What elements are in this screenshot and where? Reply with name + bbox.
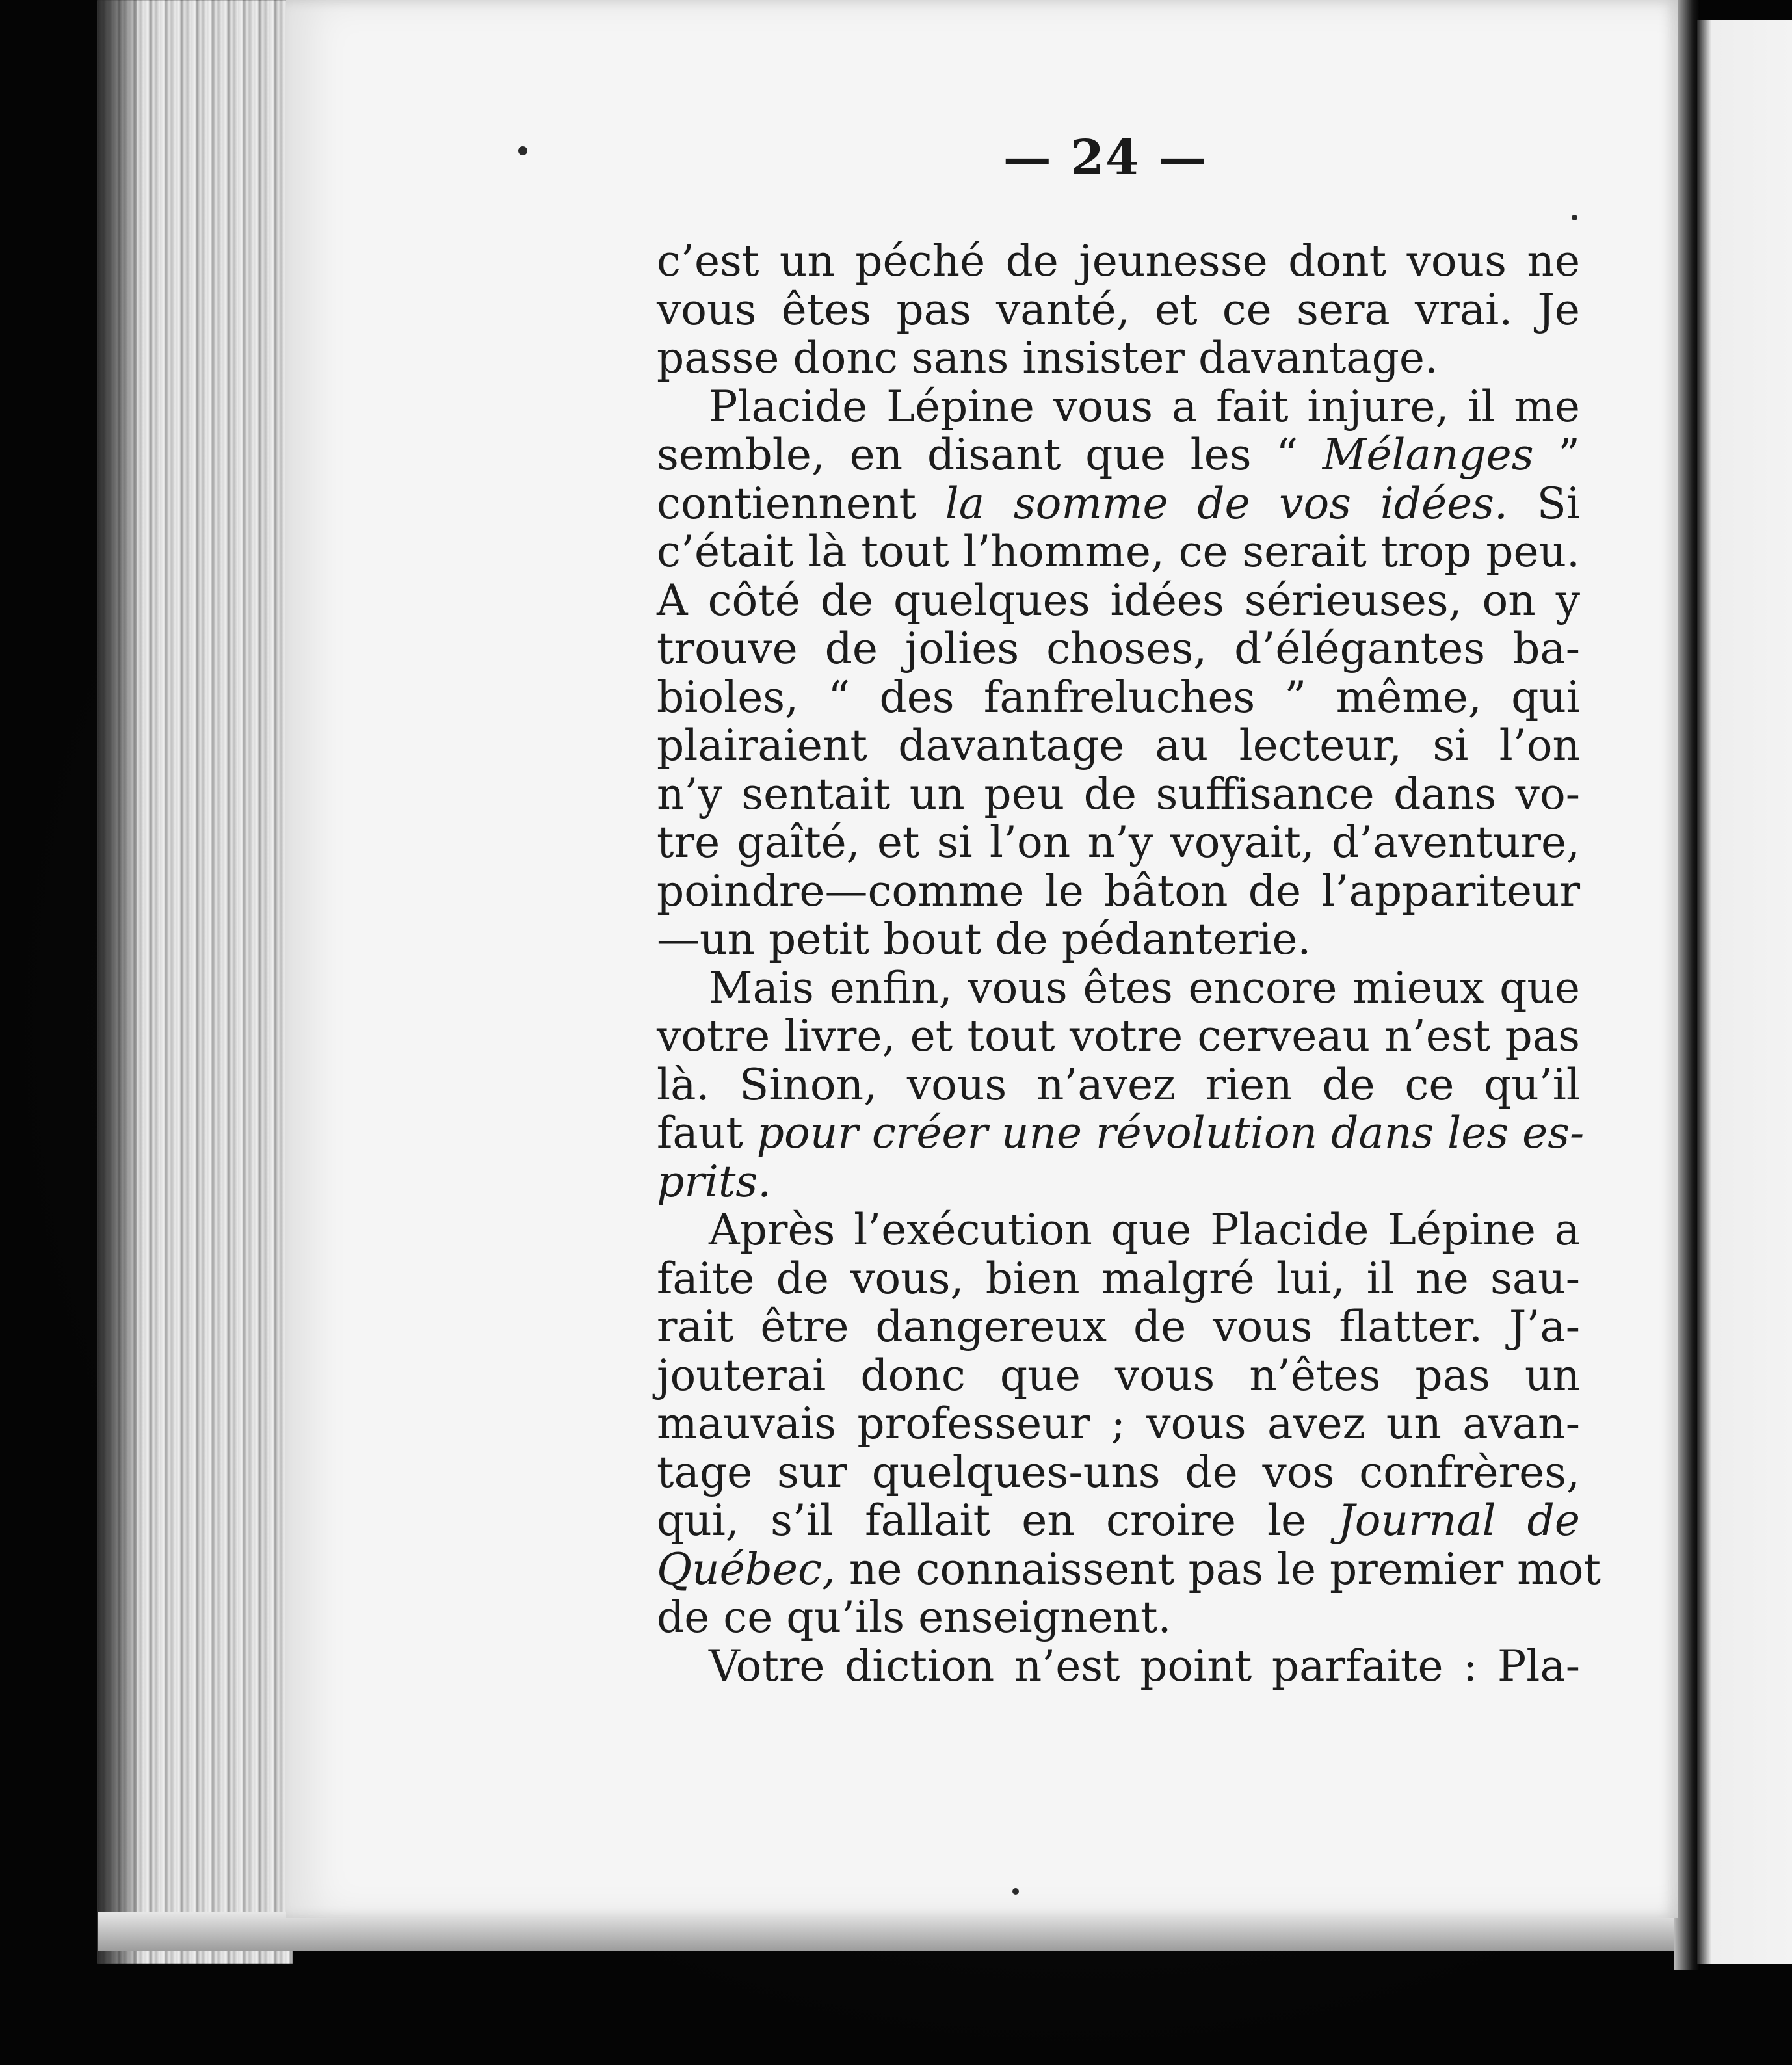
- text-line: [657, 770, 1580, 819]
- text-run: faite de vous, bien malgré lui, il ne sau-: [657, 1253, 1580, 1304]
- text-run: contiennent: [657, 478, 945, 529]
- text-line: [657, 722, 1580, 770]
- text-run: passe donc sans insister davantage.: [657, 333, 1438, 383]
- text-line: [657, 867, 1580, 916]
- text-run: —un petit bout de pédanterie.: [657, 914, 1311, 964]
- ink-speck: [1012, 1888, 1019, 1895]
- text-line: [657, 819, 1580, 867]
- text-line: [657, 1352, 1580, 1401]
- text-run: Si: [1508, 478, 1580, 529]
- text-run: ”: [1533, 430, 1580, 480]
- text-run: trouve de jolies choses, d’élégantes ba-: [657, 624, 1580, 674]
- ink-speck: [1572, 215, 1577, 220]
- text-line: [657, 1303, 1580, 1352]
- text-line: [657, 383, 1580, 432]
- text-run: là. Sinon, vous n’avez rien de ce qu’il: [657, 1059, 1580, 1110]
- italic-text: pour créer une révolution dans les es-: [756, 1108, 1585, 1158]
- text-run: c’était là tout l’homme, ce serait trop peu.: [657, 527, 1580, 577]
- text-run: bioles, “ des fanfreluches ” même, qui: [657, 672, 1580, 722]
- page-edges-shadow: [98, 0, 137, 1964]
- text-line: [657, 1642, 1580, 1691]
- text-run: Votre diction n’est point parfaite : Pla-: [709, 1640, 1580, 1691]
- text-run: semble, en disant que les “: [657, 430, 1323, 480]
- facing-page-strip: [1697, 20, 1792, 1964]
- text-line: [657, 1497, 1580, 1545]
- text-line: [657, 1594, 1580, 1642]
- book-binding: [1674, 0, 1700, 1970]
- text-line: [657, 1400, 1580, 1449]
- text-run: qui, s’il fallait en croire le: [657, 1495, 1338, 1545]
- text-line: [657, 1012, 1580, 1061]
- text-line: [657, 334, 1580, 383]
- page-number: — 24 —: [1003, 130, 1208, 186]
- italic-text: la somme de vos idées.: [945, 478, 1509, 529]
- text-line: [657, 1061, 1580, 1110]
- text-line: [657, 577, 1580, 625]
- text-line: [657, 528, 1580, 577]
- text-run: rait être dangereux de vous flatter. J’a-: [657, 1302, 1580, 1352]
- text-run: votre livre, et tout votre cerveau n’est pas: [657, 1011, 1580, 1061]
- italic-text: prits.: [657, 1156, 772, 1207]
- text-run: ne connaissent pas le premier mot: [835, 1544, 1601, 1594]
- text-line: [657, 1158, 1580, 1207]
- text-run: tre gaîté, et si l’on n’y voyait, d’aventure,: [657, 817, 1580, 867]
- text-run: Mais enfin, vous êtes encore mieux que: [709, 962, 1580, 1013]
- text-run: faut: [657, 1108, 757, 1158]
- text-run: de ce qu’ils enseignent.: [657, 1592, 1172, 1642]
- text-run: mauvais professeur ; vous avez un avan-: [657, 1399, 1580, 1449]
- text-run: tage sur quelques-uns de vos confrères,: [657, 1447, 1580, 1497]
- text-line: [657, 625, 1580, 674]
- text-line: [657, 1206, 1580, 1255]
- text-line: [657, 286, 1580, 335]
- italic-text: Québec,: [657, 1544, 836, 1594]
- italic-text: Mélanges: [1322, 430, 1534, 480]
- text-run: plairaient davantage au lecteur, si l’on: [657, 720, 1580, 770]
- text-line: [657, 915, 1580, 964]
- page-text-body: [657, 236, 1601, 1691]
- text-run: vous êtes pas vanté, et ce sera vrai. Je: [657, 284, 1580, 335]
- italic-text: Journal de: [1337, 1495, 1580, 1545]
- text-run: n’y sentait un peu de suffisance dans vo-: [657, 769, 1580, 819]
- text-line: [657, 1255, 1580, 1304]
- ink-speck: [518, 146, 527, 155]
- text-line: [657, 1544, 1601, 1594]
- text-run: Placide Lépine vous a fait injure, il me: [709, 381, 1580, 432]
- text-line: [657, 1108, 1585, 1158]
- text-line: [657, 480, 1580, 529]
- text-run: c’est un péché de jeunesse dont vous ne: [657, 236, 1580, 286]
- text-run: poindre—comme le bâton de l’appariteur: [657, 865, 1580, 916]
- text-run: jouterai donc que vous n’êtes pas un: [657, 1350, 1580, 1401]
- text-line: [657, 237, 1580, 286]
- text-line: [657, 431, 1580, 480]
- text-line: [657, 1449, 1580, 1497]
- text-line: [657, 674, 1580, 722]
- text-line: [657, 964, 1580, 1013]
- text-run: Après l’exécution que Placide Lépine a: [709, 1205, 1580, 1255]
- text-run: A côté de quelques idées sérieuses, on y: [657, 575, 1580, 625]
